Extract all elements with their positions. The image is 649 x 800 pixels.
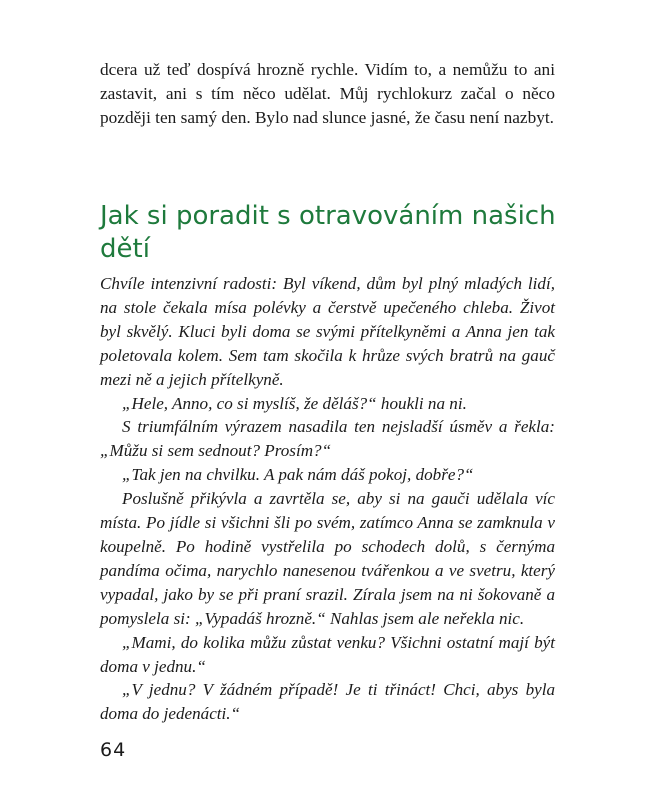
story-paragraph: „V jednu? V žádném případě! Je ti třináct! Chci, abys byla doma do jedenácti.“: [100, 680, 555, 724]
intro-paragraph: dcera už teď dospívá hrozně rychle. Vidím to, a nemůžu to ani zastavit, ani s tím něco udělat. Můj rychlokurz začal o něco později ten samý den. Bylo nad slunce jasné, že času není nazbyt.: [100, 60, 555, 127]
story-text-block: [100, 272, 555, 726]
story-paragraph: „Mami, do kolika můžu zůstat venku? Všichni ostatní mají být doma v jednu.“: [100, 632, 555, 676]
section-heading: Jak si poradit s otravováním našich dětí: [100, 201, 556, 264]
story-paragraph: Chvíle intenzivní radosti: Byl víkend, dům byl plný mladých lidí, na stole čekala mísa polévky a čerstvě upečeného chleba. Život byl skvělý. Kluci byli doma se svými přítelkyněmi a Anna jen tak poletovala kolem. Sem tam skočila k hrůze svých bratrů na gauč mezi ně a jejich přítelkyně.: [100, 274, 555, 389]
story-paragraph: „Tak jen na chvilku. A pak nám dáš pokoj, dobře?“: [122, 465, 474, 485]
page-number: 64: [100, 739, 127, 761]
intro-paragraph-block: [100, 58, 555, 130]
story-paragraph: S triumfálním výrazem nasadila ten nejsladší úsměv a řekla: „Můžu si sem sednout? Prosím?“: [100, 417, 555, 461]
story-paragraph: Poslušně přikývla a zavrtěla se, aby si na gauči udělala víc místa. Po jídle si všichni šli po svém, zatímco Anna se zamknula v koupelně. Po hodině vystřelila po schodech dolů, s černýma pandíma očima, narychlo nanesenou tvářenkou a ve svetru, který vypadal, jako by se při praní srazil. Zírala jsem na ni šokovaně a pomyslela si: „Vypadáš hrozně.“ Nahlas jsem ale neřekla nic.: [100, 489, 555, 628]
story-paragraph: „Hele, Anno, co si myslíš, že děláš?“ houkli na ni.: [122, 393, 467, 413]
